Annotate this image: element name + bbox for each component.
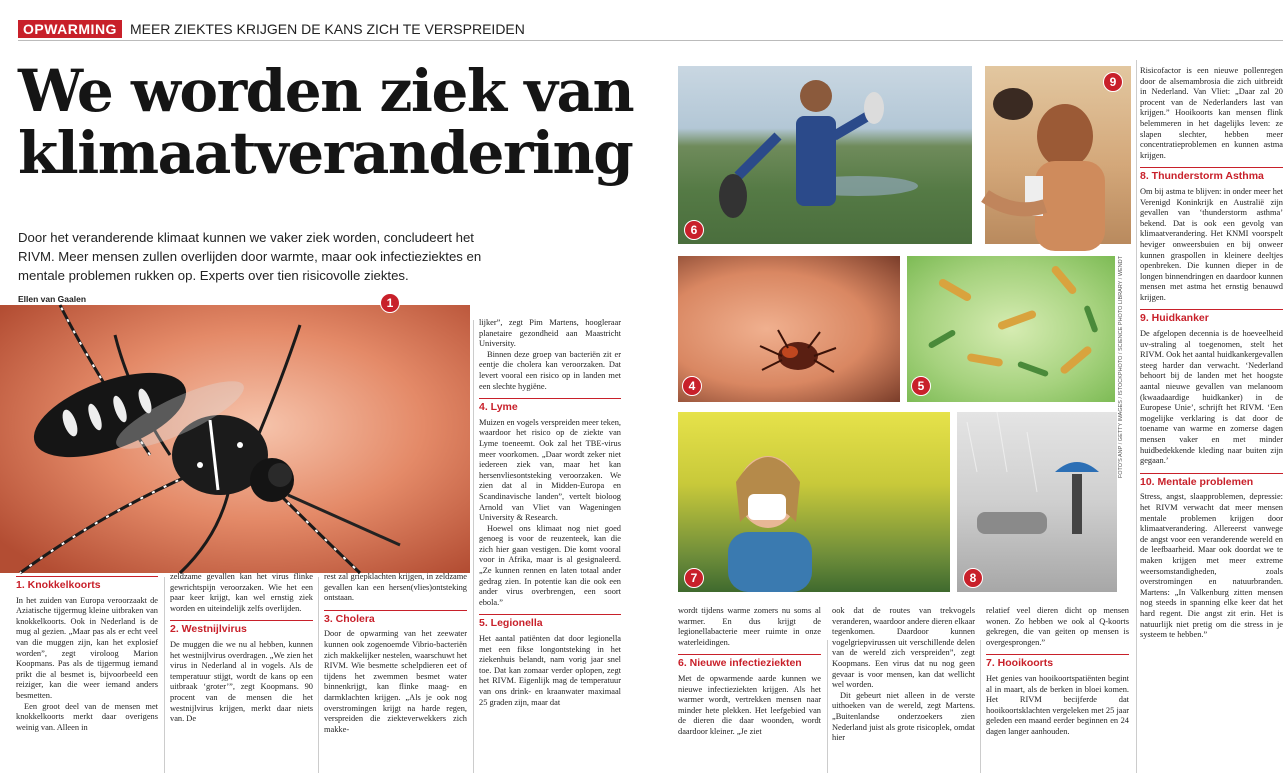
photo-7-hayfever-girl (678, 412, 950, 592)
photo-number-4: 4 (682, 376, 702, 396)
paragraph: rest zal griepklachten krijgen, in zeldzame gevallen kan een hersen(vlies)ontsteking ontstaan. (324, 572, 467, 603)
sunscreen-figure (985, 66, 1131, 244)
heading-nieuwe-infectieziekten: 6. Nieuwe infectieziekten (678, 654, 821, 669)
paragraph: Risicofactor is een nieuwe pollenregen door de alsemambrosia die zich uitbreidt in Nederland. Van Vliet: „Daar zal 20 procent van de Nederlanders last van krijgen.” Hooikoorts kan mensen flink belemmeren in het dagelijks leven: ze slapen slechter, hebben meer concentratieproblemen en kunnen astma krijgen. (1140, 66, 1283, 160)
paragraph: lijker”, zegt Pim Martens, hoogleraar planetaire gezondheid aan Maastricht University. (479, 318, 621, 349)
intro-text: Door het veranderende klimaat kunnen we vaker ziek worden, concludeert het RIVM. Meer mensen zullen overlijden door warmte, maar ook infectieziektes en mentale problemen rukken op. Experts over tien risicovolle ziektes. (18, 230, 482, 283)
byline: Ellen van Gaalen (18, 294, 87, 304)
girl-figure (678, 412, 950, 592)
photo-number-9: 9 (1103, 72, 1123, 92)
photo-8-rainstorm (957, 412, 1117, 592)
heading-legionella: 5. Legionella (479, 614, 621, 629)
column-5 (678, 606, 821, 738)
tick-illustration (678, 256, 900, 402)
paragraph: Een groot deel van de mensen met knokkelkoorts merkt daar overigens weinig van. Alleen in (16, 701, 158, 732)
heading-knokkelkoorts: 1. Knokkelkoorts (16, 576, 158, 591)
headline-line-2: klimaatverandering (18, 119, 633, 187)
column-1 (16, 570, 158, 733)
heading-huidkanker: 9. Huidkanker (1140, 309, 1283, 324)
paragraph: Hoewel ons klimaat nog niet goed genoeg is voor de reuzenteek, kan die zich hier gaan vestigen. Die komt vooral voor in Afrika, maar is al gesignaleerd. „Ze kunnen rennen en laten totaal ander gedrag zien. In potentie kan die ook een ander virus overbrengen, een soort ebola.” (479, 523, 621, 607)
column-2 (170, 572, 313, 725)
column-divider (473, 320, 474, 773)
photo-5-bacteria (907, 256, 1115, 402)
paragraph: ook dat de routes van trekvogels veranderen, waardoor andere dieren elkaar tegenkomen. Daardoor kunnen vogelgriepvirussen uit verschillende delen van de wereld zich verspreiden”, zegt Koopmans. Een virus dat nu nog geen gevaar is voor mensen, kan dat wellicht wel worden. (832, 606, 975, 690)
bacteria-illustration (907, 256, 1115, 402)
photo-number-5: 5 (911, 376, 931, 396)
paragraph: Om bij astma te blijven: in onder meer het Verenigd Koninkrijk en Australië zijn gevallen van ‘thunderstorm asthma’ bekend. Dat is ook een gevolg van klimaatverandering. Het KNMI voorspelt heviger onweersbuien en bij onweer kunnen graspollen in kleinere deeltjes openbreken. Die kunnen dieper in de longen binnendringen en daardoor kunnen mensen met astma het ernstig benauwd krijgen. (1140, 186, 1283, 302)
paragraph: Binnen deze groep van bacteriën zit er eentje die cholera kan veroorzaken. Dat levert vooral een risico op in landen met een slechte hygiëne. (479, 349, 621, 391)
column-7 (986, 606, 1129, 738)
heading-mentale-problemen: 10. Mentale problemen (1140, 473, 1283, 488)
photo-credit-text: FOTO'S ANP / GETTY IMAGES / ISTOCKPHOTO / SCIENCE PHOTO LIBRARY / WENDT (1118, 256, 1124, 479)
paragraph: relatief veel dieren dicht op mensen wonen. Zo hebben we ook al Q-koorts gekregen, die van geiten op mensen is overgesprongen.” (986, 606, 1129, 647)
paragraph: De afgelopen decennia is de hoeveelheid uv-straling al toegenomen, stelt het RIVM. Ook het aantal huidkankergevallen steeg harder dan verwacht. ‘Nederland behoort bij de landen met het hoogste aantal nieuwe gevallen van melanoom (kwaadaardige huidkanker) in de Europese Unie’, schrijft het RIVM. ‘Een mogelijke verklaring is dat door de toename van warme en zomerse dagen mensen vaker en met minder huidbedekkende kleding naar buiten zijn gegaan.’ (1140, 329, 1283, 466)
photo-9-sunscreen (985, 66, 1131, 244)
section-header (18, 20, 525, 38)
paragraph: Stress, angst, slaapproblemen, depressie: het RIVM verwacht dat meer mensen mentale problemen krijgen door klimaatverandering. Allereerst vanwege de angst voor een veranderende wereld en de leefbaarheid. Maar ook doordat we te maken krijgen met meer extreme weersomstandigheden, zoals overstromingen en natuurbranden. Martens: „In Valkenburg zitten mensen nog steeds in spanning elke keer dat het hard regent. Die angst zit erin. Het is natuurlijk niet pretig om die stress in je systeem te hebben.” (1140, 492, 1283, 640)
column-divider (318, 577, 319, 773)
photo-number-1: 1 (380, 293, 400, 313)
mosquito-illustration (0, 305, 470, 573)
paragraph: Door de opwarming van het zeewater kunnen ook zogenoemde Vibrio-bacteriën zich makkelijker nestelen, waarschuwt het RIVM. Wie besmette schelpdieren eet of tijdens het zwemmen besmet water binnenkrijgt, kan flinke maag- en darmklachten krijgen. „Als je ook nog overstromingen krijgt na harde regen, verspreiden die ziekteverwekkers zich makke- (324, 629, 467, 734)
paragraph: Met de opwarmende aarde kunnen we nieuwe infectieziekten krijgen. Als het warmer wordt, vertrekken mensen naar minder hete plekken. Het leefgebied van de dieren die daar woonden, wordt daardoor kleiner. „Je ziet (678, 673, 821, 736)
photo-number-7: 7 (684, 568, 704, 588)
header-rule (18, 40, 1283, 41)
paragraph: Het aantal patiënten dat door legionella met een fikse longontsteking in het ziekenhuis belandt, nam vorig jaar snel toe. Dat kan zomaar verder oplopen, zegt het RIVM. Eigenlijk mag de temperatuur van ons drink- en kraanwater maximaal 25 graden zijn, maar dat (479, 634, 621, 707)
column-4 (479, 318, 621, 708)
heading-hooikoorts: 7. Hooikoorts (986, 654, 1129, 669)
photo-6-bird-researcher (678, 66, 972, 244)
column-divider (980, 640, 981, 773)
heading-thunderstorm-asthma: 8. Thunderstorm Asthma (1140, 167, 1283, 182)
paragraph: Muizen en vogels verspreiden meer teken, waardoor het risico op de ziekte van Lyme toeneemt. Ook zal het TBE-virus meer voorkomen. „Daar wordt zeker niet iedereen ziek van, maar het kan hersenvliesontsteking veroorzaken. We zien dat al in Midden-Europa en Scandinavische landen”, vertelt bioloog Arnold van Vliet van Wageningen University & Research. (479, 417, 621, 523)
paragraph: De muggen die we nu al hebben, kunnen het westnijlvirus overdragen. „We zien het virus in Nederland al in vogels. Als de temperatuur stijgt, wordt de kans op een uitbraak ‘groter’”, zegt Koopmans. 90 procent van de mensen die het westnijlvirus krijgen, merkt daar niets van. De (170, 639, 313, 724)
section-tag: OPWARMING (18, 20, 122, 38)
photo-credit (1118, 256, 1132, 592)
column-divider (827, 640, 828, 773)
column-divider (164, 577, 165, 773)
headline-line-1: We worden ziek van (18, 57, 634, 125)
paragraph: In het zuiden van Europa veroorzaakt de Aziatische tijgermug kleine uitbraken van knokkelkoorts. Ook in Nederland is de mug al gezien. „Maar pas als er echt veel van die muggen zijn, kan het explosief worden”, zegt viroloog Marion Koopmans. Pas als de tijgermug iemand prikt die al besmet is, bijvoorbeeld een reiziger, kan die weer iemand anders besmetten. (16, 595, 158, 700)
photo-4-tick (678, 256, 900, 402)
heading-lyme: 4. Lyme (479, 398, 621, 413)
photo-number-6: 6 (684, 220, 704, 240)
paragraph: wordt tijdens warme zomers nu soms al warmer. En dus krijgt de legionellabacterie meer ruimte in onze waterleidingen. (678, 606, 821, 647)
section-kicker: MEER ZIEKTES KRIJGEN DE KANS ZICH TE VERSPREIDEN (129, 21, 525, 37)
photo-number-8: 8 (963, 568, 983, 588)
heading-cholera: 3. Cholera (324, 610, 467, 625)
column-divider (1136, 60, 1137, 773)
paragraph: Dit gebeurt niet alleen in de verste uithoeken van de wereld, zegt Martens. „Buitenlandse onderzoekers zien Nederland juist als grote risicoplek, omdat hier (832, 690, 975, 743)
paragraph: zeldzame gevallen kan het virus flinke gewrichtspijn veroorzaken. Wie het een paar keer krijgt, kan wel ernstig ziek worden en uiteindelijk zelfs overlijden. (170, 572, 313, 613)
paragraph: Het genies van hooikoortspatiënten begint al in maart, als de berken in bloei komen. Het RIVM becijferde dat hooikoortsklachten vergeleken met 25 jaar geleden een maand eerder beginnen en 24 dagen langer aanhouden. (986, 673, 1129, 736)
column-6 (832, 606, 975, 744)
column-3 (324, 572, 467, 735)
researcher-figure (678, 66, 972, 244)
headline (18, 57, 668, 187)
heading-westnijlvirus: 2. Westnijlvirus (170, 620, 313, 635)
column-8 (1140, 66, 1283, 641)
rain-figure (957, 412, 1117, 592)
